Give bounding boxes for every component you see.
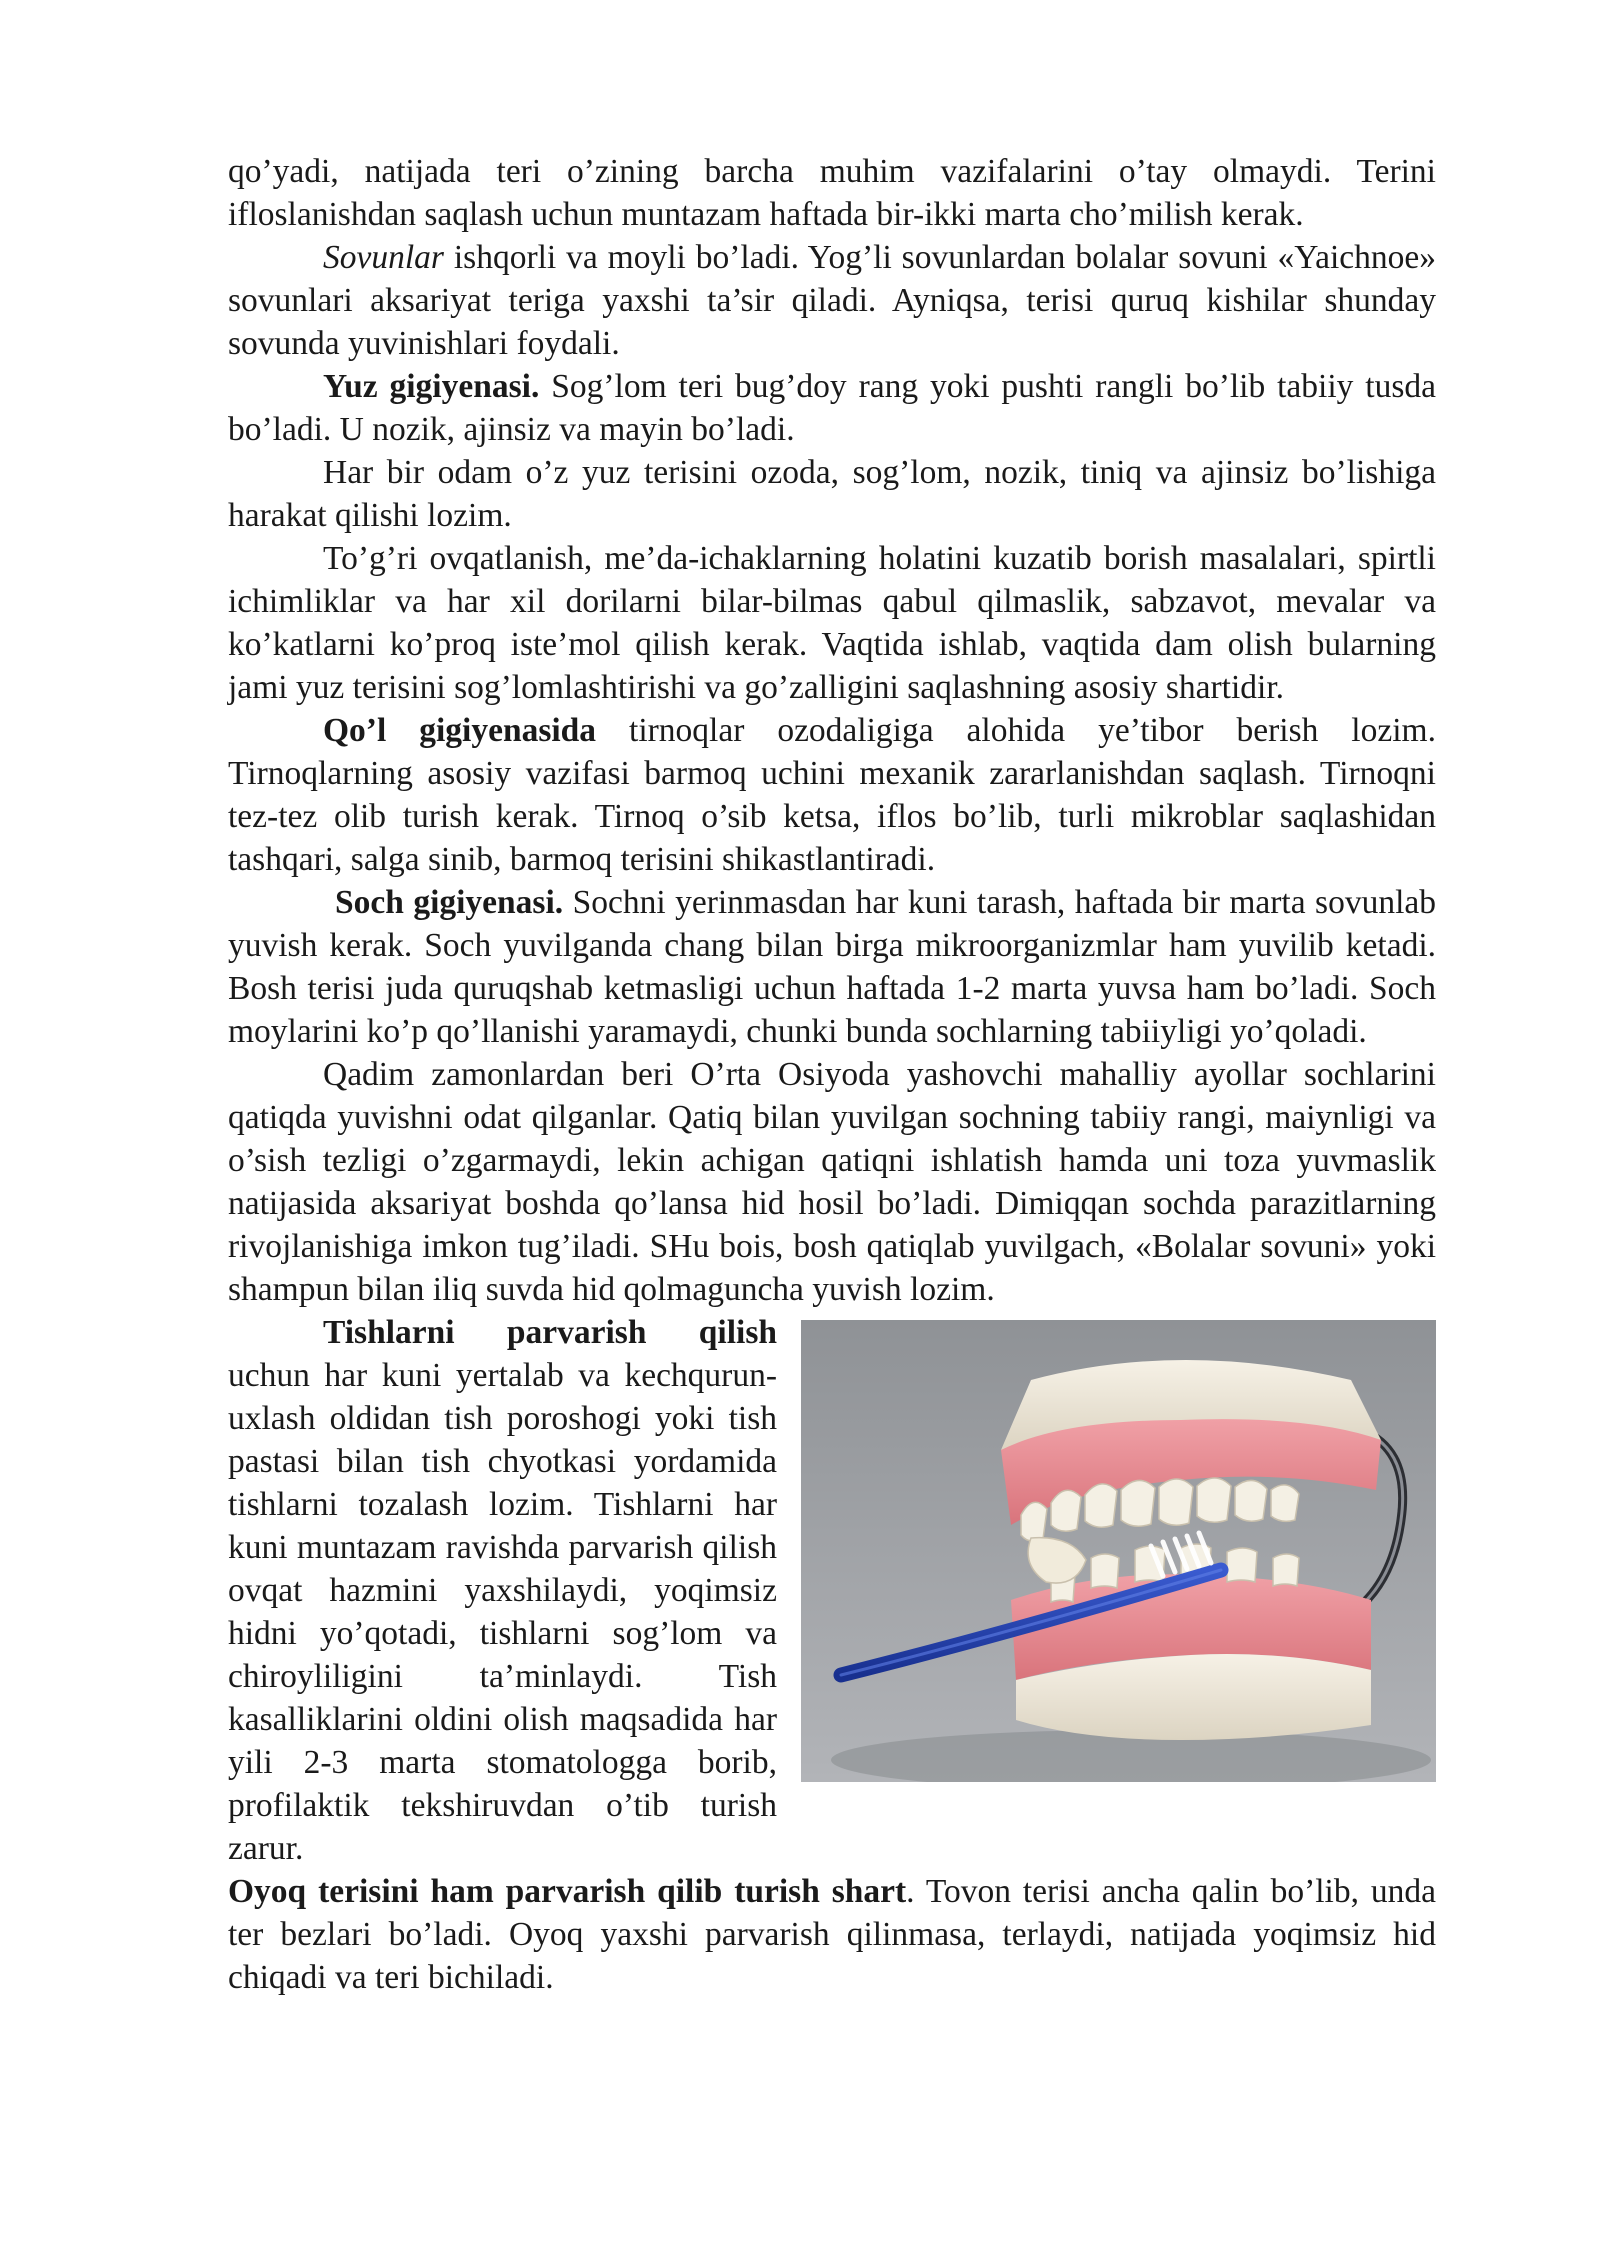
paragraph-skin-washing: qo’yadi, natijada teri o’zining barcha muhim vazifalarini o’tay olmaydi. Terini ifloslanishdan saqlash uchun muntazam haftada bir-ikki marta cho’milish kerak. bbox=[228, 153, 1436, 233]
paragraph-nutrition: To’g’ri ovqatlanish, me’da-ichaklarning holatini kuzatib borish masalalari, spirtli ichimliklar va har xil dorilarni bilar-bilmas qabul qilmaslik, sabzavot, mevalar va ko’katlarni ko’proq iste’mol qilish kerak. Vaqtida ishlab, vaqtida dam olish bularning jami yuz terisini sog’lomlashtirishi va go’zalligini saqlashning asosiy shartidir. bbox=[228, 540, 1436, 706]
teeth-care-heading: Tishlarni parvarish qilish bbox=[323, 1314, 777, 1351]
paragraph-soaps bbox=[228, 236, 1436, 365]
hair-hygiene-text: Sochni yerinmasdan har kuni tarash, haftada bir marta sovunlab yuvish kerak. Soch yuvilganda chang bilan birga mikroorganizmlar ham yuvilib ketadi. Bosh terisi juda quruqshab ketmasligi uchun haftada 1-2 marta yuvsa ham bo’ladi. Soch moylarini ko’p qo’llanishi yaramaydi, chunki bunda sochlarning tabiiyligi yo’qoladi. bbox=[228, 884, 1437, 1050]
foot-care-text: . Tovon terisi ancha qalin bo’lib, unda ter bezlari bo’ladi. Oyoq yaxshi parvarish qilinmasa, terlaydi, natijada yoqimsiz hid chiqadi va teri bichiladi. bbox=[228, 1873, 1437, 1996]
dental-model-photo bbox=[801, 1320, 1436, 1782]
document-page bbox=[228, 150, 1436, 1999]
paragraph-face-care: Har bir odam o’z yuz terisini ozoda, sog’lom, nozik, tiniq va ajinsiz bo’lishiga harakat qilishi lozim. bbox=[228, 454, 1436, 534]
hand-hygiene-text: tirnoqlar ozodaligiga alohida ye’tibor berish lozim. Tirnoqlarning asosiy vazifasi barmoq uchini mexanik zararlanishdan saqlash. Tirnoqni tez-tez olib turish kerak. Tirnoq o’sib ketsa, iflos bo’lib, turli mikroblar saqlashidan tashqari, salga sinib, barmoq terisini shikastlantiradi. bbox=[228, 712, 1436, 878]
face-hygiene-text: Sog’lom teri bug’doy rang yoki pushti rangli bo’lib tabiiy tusda bo’ladi. U nozik, ajinsiz va mayin bo’ladi. bbox=[228, 368, 1436, 448]
hand-hygiene-heading: Qo’l gigiyenasida bbox=[323, 712, 597, 749]
face-hygiene-heading: Yuz gigiyenasi. bbox=[323, 368, 540, 405]
paragraph-hair-tradition: Qadim zamonlardan beri O’rta Osiyoda yashovchi mahalliy ayollar sochlarini qatiqda yuvishni odat qilganlar. Qatiq bilan yuvilgan sochning tabiiy rangi, maiynligi va o’sish tezligi o’zgarmaydi, lekin achigan qatiqni ishlatish hamda uni toza yuvmaslik natijasida aksariyat boshda qo’lansa hid hosil bo’ladi. Dimiqqan sochda parazitlarning rivojlanishiga imkon tug’iladi. SHu bois, bosh qatiqlab yuvilgach, «Bolalar sovuni» yoki shampun bilan iliq suvda hid qolmaguncha yuvish lozim. bbox=[228, 1056, 1436, 1308]
teeth-care-text: uchun har kuni yertalab va kechqurun-uxlash oldidan tish poroshogi yoki tish pastasi bilan tish chyotkasi yordamida tishlarni tozalash lozim. Tishlarni har kuni muntazam ravishda parvarish qilish ovqat hazmini yaxshilaydi, yoqimsiz hidni yo’qotadi, tishlarni sog’lom va chiroyliligini ta’minlaydi. Tish kasalliklarini oldini olish maqsadida har yili 2-3 marta stomatologga borib, profilaktik tekshiruvdan o’tib turish zarur. bbox=[228, 1357, 777, 1867]
foot-care-heading: Oyoq terisini ham parvarish qilib turish shart bbox=[228, 1873, 907, 1910]
hair-hygiene-heading: Soch gigiyenasi. bbox=[335, 884, 564, 921]
dental-model-with-toothbrush-icon bbox=[801, 1320, 1436, 1782]
soaps-lead: Sovunlar bbox=[323, 239, 444, 276]
paragraph-hair-hygiene bbox=[228, 881, 1436, 1053]
soaps-text: ishqorli va moyli bo’ladi. Yog’li sovunlardan bolalar sovuni «Yaichnoe» sovunlari aksariyat teriga yaxshi ta’sir qiladi. Ayniqsa, terisi quruq kishilar shunday sovunda yuvinishlari foydali. bbox=[228, 239, 1436, 362]
paragraph-foot-care bbox=[228, 1870, 1436, 1999]
paragraph-hand-hygiene bbox=[228, 709, 1436, 881]
paragraph-face-hygiene bbox=[228, 365, 1436, 451]
